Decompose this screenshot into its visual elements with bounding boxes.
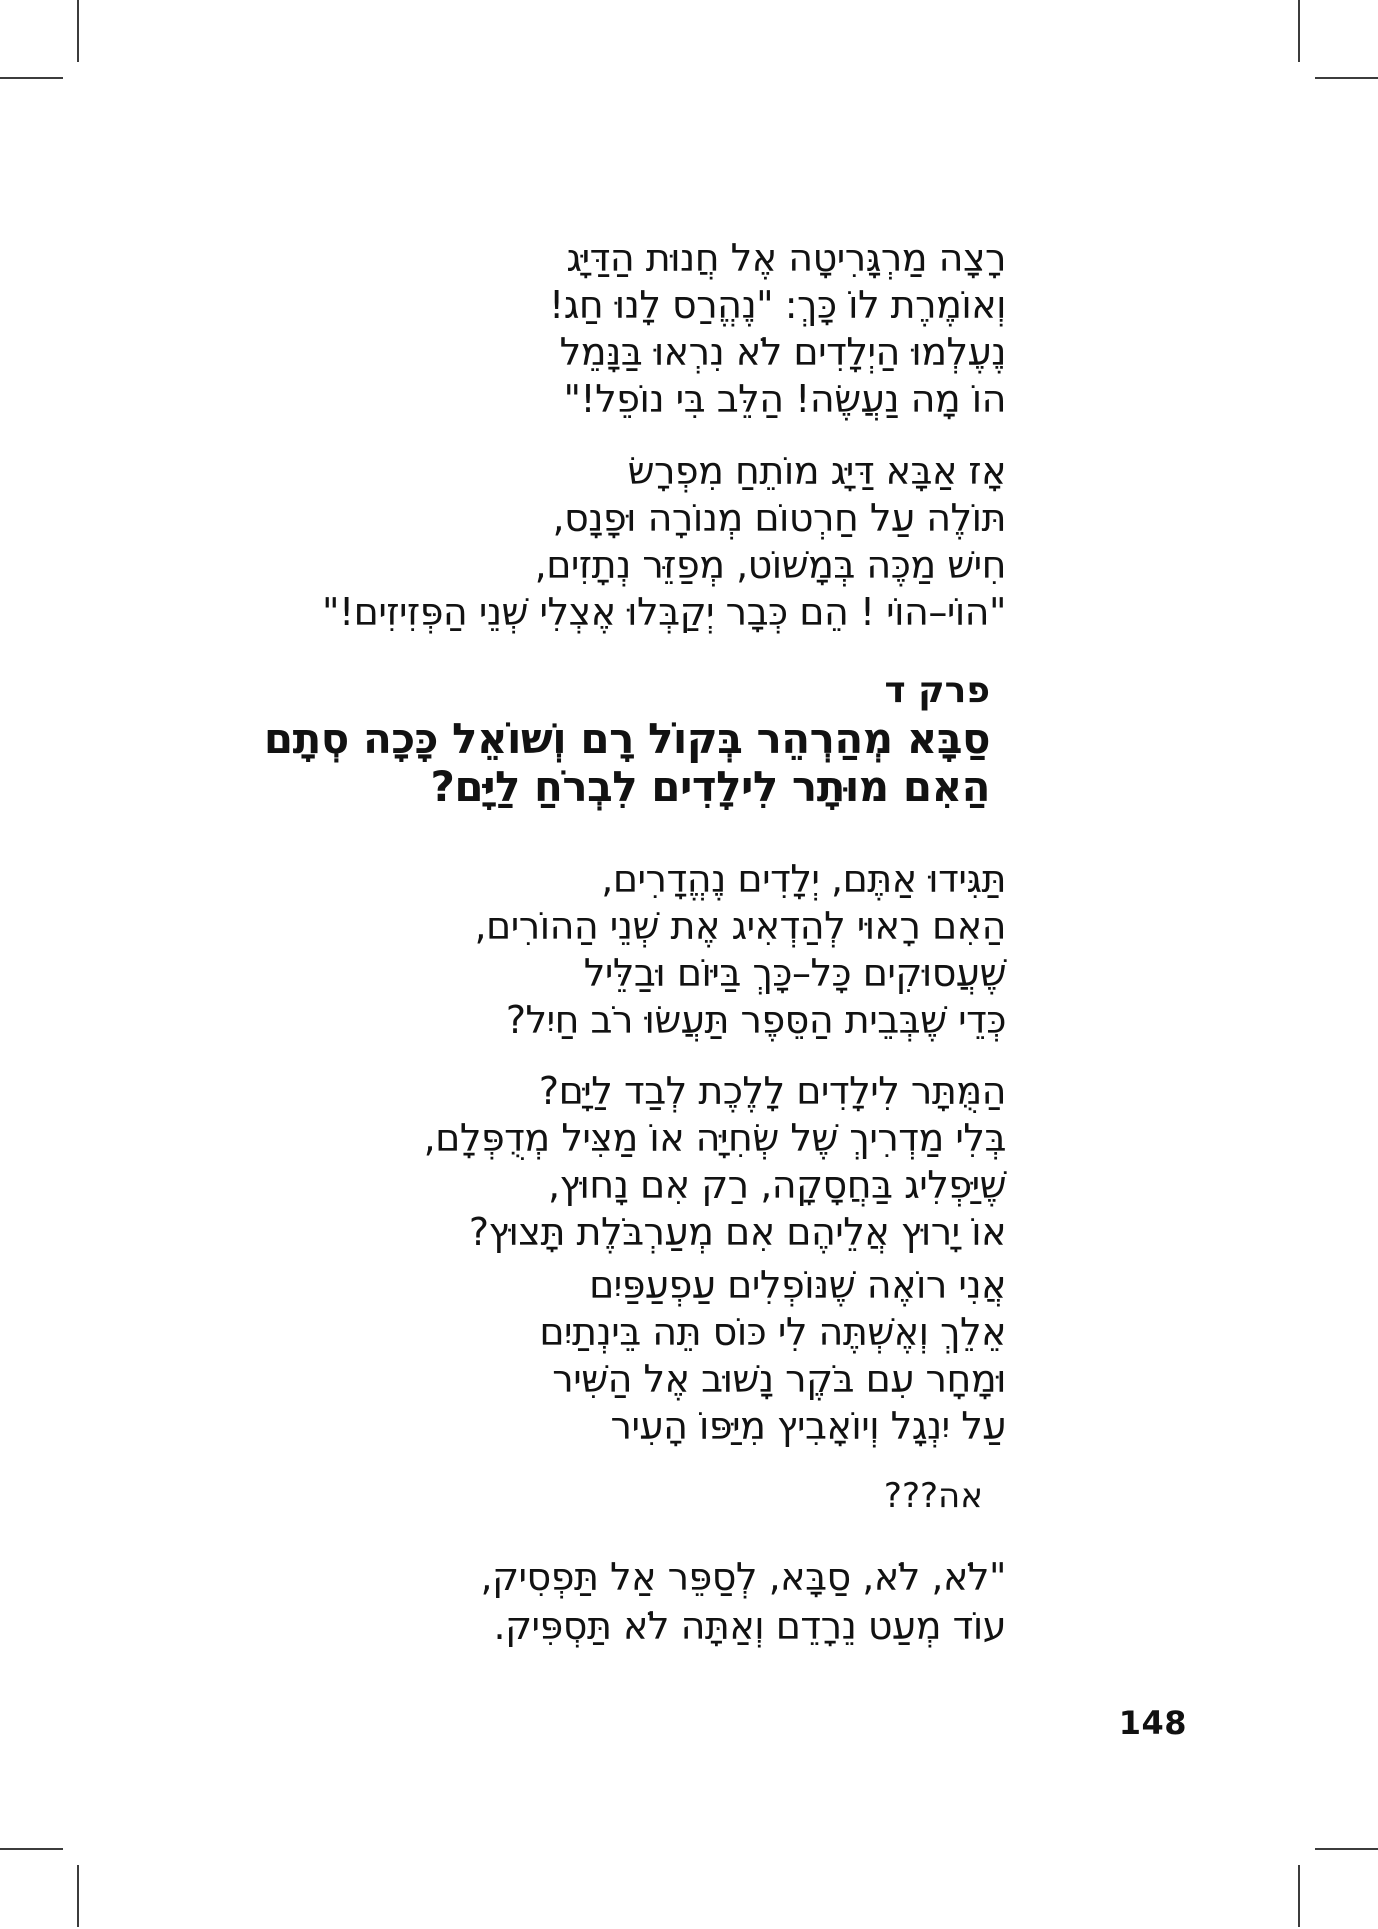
poem-line: תַּגִּידוּ אַתֶּם, יְלָדִים נֶהֱדָרִים, <box>601 857 1006 901</box>
poem-line: אֵלֵךְ וְאֶשְׁתֶּה לִי כּוֹס תֵּה בֵּינְתַיִם <box>539 1310 1006 1354</box>
poem-stanza-3 <box>474 856 1006 1044</box>
crop-mark-top-left-horizontal <box>0 77 63 79</box>
chapter-heading: פרק ד <box>884 670 990 711</box>
poem-line: עַל יִנְגָל וְיוֹאָבִיץ מִיַּפּוֹ הָעִיר <box>610 1404 1006 1448</box>
poem-stanza-1 <box>549 235 1006 423</box>
poem-stanza-5 <box>539 1262 1006 1450</box>
poem-line: נֶעֶלְמוּ הַיְלָדִים לֹא נִרְאוּ בַּנָּמֵל <box>559 330 1006 374</box>
poem-line: "לֹא, לֹא, סַבָּא, לְסַפֵּר אַל תַּפְסִיק, <box>480 1555 1006 1599</box>
crop-mark-bottom-left-vertical <box>77 1865 79 1927</box>
poem-line: אוֹ יָרוּץ אֲלֵיהֶם אִם מְעַרְבֹּלֶת תָּצוּץ? <box>468 1210 1006 1254</box>
poem-line: שֶׁעֲסוּקִים כָּל–כָּךְ בַּיּוֹם וּבַלֵּיל <box>583 951 1006 995</box>
poem-line: הַמֻּתָּר לִילָדִים לָלֶכֶת לְבַד לַיָּם? <box>538 1069 1006 1113</box>
crop-mark-top-left-vertical <box>77 0 79 62</box>
poem-line-bold: הַאִם מוּתָר לִילָדִים לִבְרֹחַ לַיָּם? <box>430 762 990 811</box>
poem-stanza-finale <box>481 1553 1006 1651</box>
poem-line: חִישׁ מַכֶּה בְּמָשׁוֹט, מְפַזֵּר נְתָזִים, <box>534 543 1006 587</box>
poem-line: "הוֹי–הוֹי ! הֵם כְּבָר יְקַבְּלוּ אֶצְלִי שְׁנֵי הַפְּזִיזִים!" <box>321 590 1006 634</box>
poem-line-bold: סַבָּא מְהַרְהֵר בְּקוֹל רָם וְשׁוֹאֵל כָּכָה סְתָם <box>263 714 990 763</box>
crop-mark-bottom-right-vertical <box>1298 1865 1300 1927</box>
poem-line: כְּדֵי שֶׁבְּבֵית הַסֵּפֶר תַּעֲשׂוּ רֹב חַיִל? <box>505 998 1006 1042</box>
crop-mark-top-right-horizontal <box>1315 77 1378 79</box>
poem-line: הוֹ מָה נַעֲשֶׂה! הַלֵּב בִּי נוֹפֵל!" <box>563 377 1006 421</box>
crop-mark-top-right-vertical <box>1298 0 1300 62</box>
poem-line: שֶׁיַּפְלִיג בַּחֲסָקָה, רַק אִם נָחוּץ, <box>547 1163 1006 1207</box>
poem-line: הַאִם רָאוּי לְהַדְאִיג אֶת שְׁנֵי הַהוֹרִים, <box>474 904 1006 948</box>
chapter-question-couplet <box>264 715 990 811</box>
poem-line: בְּלִי מַדְרִיךְ שֶׁל שְׂחִיָּה אוֹ מַצִּיל מְדֻפְּלָם, <box>423 1116 1006 1160</box>
poem-line: אֲנִי רוֹאֶה שֶׁנּוֹפְלִים עַפְעַפַּיִם <box>589 1263 1006 1307</box>
poem-interjection: אה??? <box>883 1476 983 1516</box>
poem-line: וּמָחָר עִם בֹּקֶר נָשׁוּב אֶל הַשִּׁיר <box>552 1357 1006 1401</box>
poem-line: עוֹד מְעַט נֵרָדֵם וְאַתָּה לֹא תַּסְפִּיק. <box>493 1604 1006 1648</box>
poem-stanza-4 <box>424 1068 1006 1256</box>
poem-line: רָצָה מַרְגָּרִיטָה אֶל חֲנוּת הַדַּיָּג <box>566 236 1006 280</box>
poem-stanza-2 <box>322 448 1006 636</box>
poem-line: וְאוֹמֶרֶת לוֹ כָּךְ: "נֶהֱרַס לָנוּ חַג! <box>548 283 1006 327</box>
crop-mark-bottom-right-horizontal <box>1315 1848 1378 1850</box>
poem-line: תּוֹלֶה עַל חַרְטוֹם מְנוֹרָה וּפָנָס, <box>552 496 1006 540</box>
page-number: 148 <box>1118 1704 1187 1742</box>
crop-mark-bottom-left-horizontal <box>0 1848 63 1850</box>
poem-line: אָז אַבָּא דַּיָּג מוֹתֵחַ מִפְרָשׂ <box>627 449 1006 493</box>
